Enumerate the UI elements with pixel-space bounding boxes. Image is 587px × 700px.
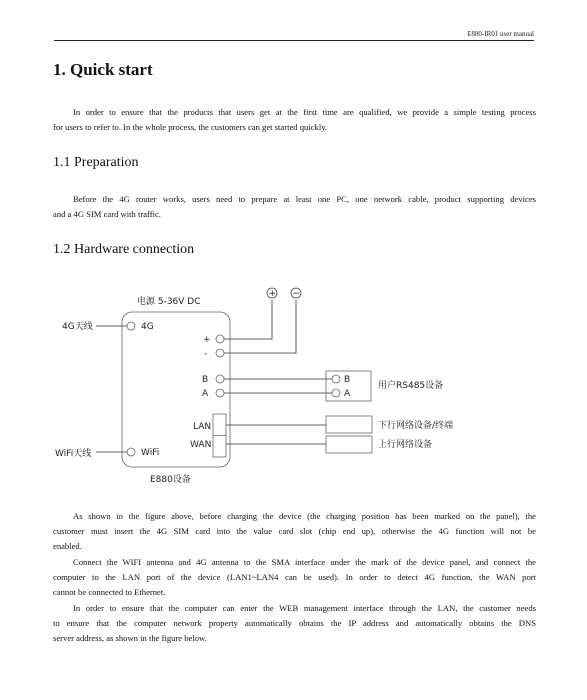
intro-line: for users to refer to. In the whole process, the customers can get started quickly. [53,122,328,132]
plus-terminal-label: + [203,335,211,345]
power-label: 电源 5-36V DC [137,297,201,307]
intro-paragraph [53,105,536,135]
section-title-preparation: 1.1 Preparation [53,155,139,170]
port-b-label: B [202,375,209,385]
body-line: customer must insert the 4G SIM card into the value card slot (chip end up), otherwise the 4G function will not be [53,526,536,536]
ext-a-terminal [332,389,340,397]
body-line: to ensure that the computer network property automatically obtains the IP address and automatically obtains the DNS [53,618,536,628]
minus-source-symbol: − [292,289,301,299]
port-a-terminal [216,389,224,397]
minus-terminal-label: - [204,349,208,359]
port-a-label: A [202,389,209,399]
body-line: enabled. [53,541,82,551]
wifi-antenna-label: WiFi天线 [55,449,92,459]
port-4g-label: 4G [141,322,154,332]
antenna-paragraph [53,555,536,600]
ext-b-terminal [332,375,340,383]
port-4g-terminal [127,322,135,330]
preparation-paragraph [53,192,536,222]
plus-source-symbol: + [268,289,277,299]
section-title-hardware-connection: 1.2 Hardware connection [53,242,195,257]
preparation-line: Before the 4G router works, users need to prepare at least one PC, one network cable, product supporting devices [73,194,536,204]
lan-device-label: 下行网络设备/终端 [378,421,454,431]
wan-device-box [326,436,372,453]
manual-title: E880-IR01 user manual [467,30,534,38]
body-line: computer to the LAN port of the device (LAN1~LAN4 can be used). In order to detect 4G function, the WAN port [53,572,536,582]
port-b-terminal [216,375,224,383]
lan-device-box [326,416,372,433]
minus-wire [224,300,296,353]
device-name-label: E880设备 [150,475,191,485]
hardware-connection-diagram [0,280,587,495]
ext-b-label: B [344,375,351,385]
body-line: server address, as shown in the figure below. [53,633,207,643]
section-title-quick-start: 1. Quick start [53,60,153,79]
intro-line: In order to ensure that the products that users get at the first time are qualified, we provide a simple testing process [73,107,536,117]
plus-terminal [216,335,224,343]
ext-a-label: A [344,389,351,399]
header-rule [54,40,534,41]
minus-terminal [216,349,224,357]
wan-device-label: 上行网络设备 [378,440,433,450]
body-line: cannot be connected to Ethernet. [53,587,166,597]
wan-port-label: WAN [190,440,212,450]
body-line: In order to ensure that the computer can enter the WEB management interface through the LAN, the customer needs [73,603,536,613]
antenna-4g-label: 4G天线 [62,322,93,332]
body-line: Connect the WIFI antenna and 4G antenna to the SMA interface under the mark of the device panel, and connect the [73,557,536,567]
port-wifi-terminal [127,448,135,456]
port-wifi-label: WiFi [141,448,160,458]
lan-port-label: LAN [193,422,212,432]
network-property-paragraph [53,601,536,646]
sim-card-paragraph [53,509,536,554]
body-line: As shown in the figure above, before charging the device (the charging position has been marked on the panel), the [73,511,536,521]
rs485-device-label: 用户RS485设备 [378,381,444,391]
plus-wire [224,300,272,339]
preparation-line: and a 4G SIM card with traffic. [53,209,161,219]
